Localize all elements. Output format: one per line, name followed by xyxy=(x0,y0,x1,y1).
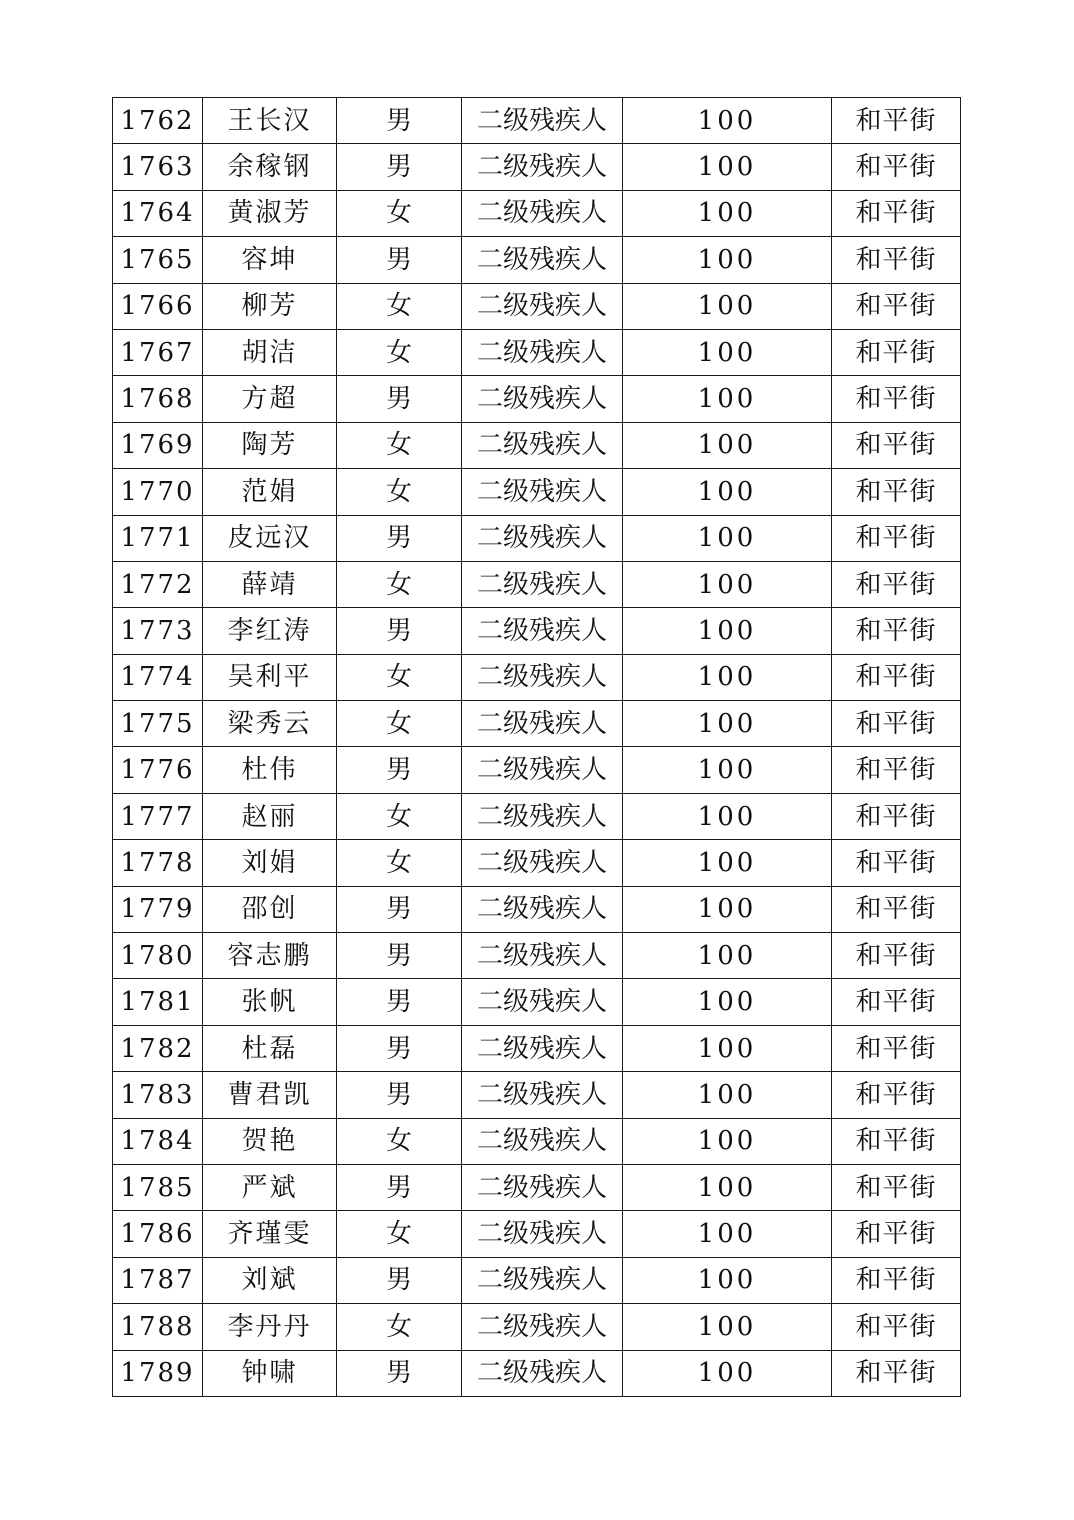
row-number-cell: 1784 xyxy=(113,1118,203,1164)
amount-cell: 100 xyxy=(623,144,832,190)
street-cell: 和平街 xyxy=(832,1350,961,1396)
name-cell: 钟啸 xyxy=(203,1350,337,1396)
disability-level-cell: 二级残疾人 xyxy=(462,840,623,886)
table-row xyxy=(113,1164,961,1210)
name-cell: 余稼钢 xyxy=(203,144,337,190)
name-cell: 方超 xyxy=(203,376,337,422)
disability-level-cell: 二级残疾人 xyxy=(462,515,623,561)
gender-cell: 女 xyxy=(337,190,462,236)
street-cell: 和平街 xyxy=(832,1072,961,1118)
amount-cell: 100 xyxy=(623,886,832,932)
row-number-cell: 1767 xyxy=(113,329,203,375)
name-cell: 黄淑芳 xyxy=(203,190,337,236)
name-cell: 容坤 xyxy=(203,237,337,283)
disability-level-cell: 二级残疾人 xyxy=(462,1350,623,1396)
street-cell: 和平街 xyxy=(832,1304,961,1350)
gender-cell: 女 xyxy=(337,469,462,515)
table-row xyxy=(113,886,961,932)
table-row xyxy=(113,654,961,700)
name-cell: 邵创 xyxy=(203,886,337,932)
street-cell: 和平街 xyxy=(832,283,961,329)
disability-level-cell: 二级残疾人 xyxy=(462,747,623,793)
row-number-cell: 1787 xyxy=(113,1257,203,1303)
amount-cell: 100 xyxy=(623,515,832,561)
gender-cell: 男 xyxy=(337,98,462,144)
roster-table-body xyxy=(113,98,961,1397)
row-number-cell: 1766 xyxy=(113,283,203,329)
amount-cell: 100 xyxy=(623,1304,832,1350)
table-row xyxy=(113,376,961,422)
table-row xyxy=(113,840,961,886)
table-row xyxy=(113,1350,961,1396)
street-cell: 和平街 xyxy=(832,422,961,468)
amount-cell: 100 xyxy=(623,654,832,700)
street-cell: 和平街 xyxy=(832,190,961,236)
gender-cell: 女 xyxy=(337,561,462,607)
amount-cell: 100 xyxy=(623,469,832,515)
gender-cell: 男 xyxy=(337,237,462,283)
gender-cell: 男 xyxy=(337,979,462,1025)
row-number-cell: 1789 xyxy=(113,1350,203,1396)
row-number-cell: 1783 xyxy=(113,1072,203,1118)
name-cell: 胡洁 xyxy=(203,329,337,375)
name-cell: 张帆 xyxy=(203,979,337,1025)
gender-cell: 男 xyxy=(337,886,462,932)
street-cell: 和平街 xyxy=(832,561,961,607)
name-cell: 李丹丹 xyxy=(203,1304,337,1350)
name-cell: 薛靖 xyxy=(203,561,337,607)
street-cell: 和平街 xyxy=(832,329,961,375)
street-cell: 和平街 xyxy=(832,1025,961,1071)
table-row xyxy=(113,561,961,607)
name-cell: 刘娟 xyxy=(203,840,337,886)
name-cell: 陶芳 xyxy=(203,422,337,468)
amount-cell: 100 xyxy=(623,1211,832,1257)
row-number-cell: 1768 xyxy=(113,376,203,422)
disability-level-cell: 二级残疾人 xyxy=(462,469,623,515)
gender-cell: 男 xyxy=(337,747,462,793)
disability-level-cell: 二级残疾人 xyxy=(462,1072,623,1118)
name-cell: 范娟 xyxy=(203,469,337,515)
table-row xyxy=(113,701,961,747)
table-row xyxy=(113,747,961,793)
gender-cell: 男 xyxy=(337,933,462,979)
gender-cell: 女 xyxy=(337,329,462,375)
gender-cell: 男 xyxy=(337,376,462,422)
table-row xyxy=(113,283,961,329)
amount-cell: 100 xyxy=(623,979,832,1025)
gender-cell: 男 xyxy=(337,608,462,654)
street-cell: 和平街 xyxy=(832,886,961,932)
street-cell: 和平街 xyxy=(832,515,961,561)
amount-cell: 100 xyxy=(623,237,832,283)
disability-level-cell: 二级残疾人 xyxy=(462,1257,623,1303)
row-number-cell: 1762 xyxy=(113,98,203,144)
amount-cell: 100 xyxy=(623,190,832,236)
name-cell: 李红涛 xyxy=(203,608,337,654)
disability-level-cell: 二级残疾人 xyxy=(462,701,623,747)
name-cell: 杜磊 xyxy=(203,1025,337,1071)
name-cell: 梁秀云 xyxy=(203,701,337,747)
gender-cell: 女 xyxy=(337,793,462,839)
amount-cell: 100 xyxy=(623,98,832,144)
amount-cell: 100 xyxy=(623,840,832,886)
row-number-cell: 1780 xyxy=(113,933,203,979)
gender-cell: 女 xyxy=(337,1118,462,1164)
gender-cell: 女 xyxy=(337,283,462,329)
gender-cell: 男 xyxy=(337,1350,462,1396)
row-number-cell: 1769 xyxy=(113,422,203,468)
street-cell: 和平街 xyxy=(832,979,961,1025)
gender-cell: 男 xyxy=(337,515,462,561)
disability-level-cell: 二级残疾人 xyxy=(462,608,623,654)
table-row xyxy=(113,329,961,375)
amount-cell: 100 xyxy=(623,1072,832,1118)
table-row xyxy=(113,608,961,654)
street-cell: 和平街 xyxy=(832,1211,961,1257)
name-cell: 严斌 xyxy=(203,1164,337,1210)
street-cell: 和平街 xyxy=(832,701,961,747)
name-cell: 刘斌 xyxy=(203,1257,337,1303)
row-number-cell: 1774 xyxy=(113,654,203,700)
amount-cell: 100 xyxy=(623,608,832,654)
table-row xyxy=(113,1257,961,1303)
street-cell: 和平街 xyxy=(832,1257,961,1303)
row-number-cell: 1785 xyxy=(113,1164,203,1210)
table-row xyxy=(113,1025,961,1071)
gender-cell: 女 xyxy=(337,654,462,700)
disability-level-cell: 二级残疾人 xyxy=(462,979,623,1025)
disability-level-cell: 二级残疾人 xyxy=(462,98,623,144)
table-row xyxy=(113,979,961,1025)
amount-cell: 100 xyxy=(623,1257,832,1303)
street-cell: 和平街 xyxy=(832,840,961,886)
amount-cell: 100 xyxy=(623,747,832,793)
gender-cell: 女 xyxy=(337,1304,462,1350)
amount-cell: 100 xyxy=(623,329,832,375)
street-cell: 和平街 xyxy=(832,654,961,700)
disability-level-cell: 二级残疾人 xyxy=(462,1211,623,1257)
row-number-cell: 1763 xyxy=(113,144,203,190)
row-number-cell: 1765 xyxy=(113,237,203,283)
amount-cell: 100 xyxy=(623,1118,832,1164)
table-row xyxy=(113,933,961,979)
street-cell: 和平街 xyxy=(832,144,961,190)
street-cell: 和平街 xyxy=(832,1164,961,1210)
amount-cell: 100 xyxy=(623,701,832,747)
table-row xyxy=(113,98,961,144)
disability-level-cell: 二级残疾人 xyxy=(462,933,623,979)
row-number-cell: 1772 xyxy=(113,561,203,607)
amount-cell: 100 xyxy=(623,793,832,839)
row-number-cell: 1764 xyxy=(113,190,203,236)
disability-level-cell: 二级残疾人 xyxy=(462,190,623,236)
street-cell: 和平街 xyxy=(832,237,961,283)
disability-level-cell: 二级残疾人 xyxy=(462,1164,623,1210)
table-row xyxy=(113,469,961,515)
amount-cell: 100 xyxy=(623,933,832,979)
amount-cell: 100 xyxy=(623,1164,832,1210)
table-row xyxy=(113,422,961,468)
disability-level-cell: 二级残疾人 xyxy=(462,237,623,283)
gender-cell: 男 xyxy=(337,1257,462,1303)
gender-cell: 男 xyxy=(337,1072,462,1118)
row-number-cell: 1779 xyxy=(113,886,203,932)
row-number-cell: 1776 xyxy=(113,747,203,793)
street-cell: 和平街 xyxy=(832,793,961,839)
table-row xyxy=(113,793,961,839)
street-cell: 和平街 xyxy=(832,608,961,654)
disability-level-cell: 二级残疾人 xyxy=(462,283,623,329)
row-number-cell: 1788 xyxy=(113,1304,203,1350)
gender-cell: 女 xyxy=(337,840,462,886)
table-row xyxy=(113,1304,961,1350)
name-cell: 杜伟 xyxy=(203,747,337,793)
name-cell: 曹君凯 xyxy=(203,1072,337,1118)
table-row xyxy=(113,237,961,283)
street-cell: 和平街 xyxy=(832,933,961,979)
amount-cell: 100 xyxy=(623,422,832,468)
street-cell: 和平街 xyxy=(832,98,961,144)
gender-cell: 男 xyxy=(337,144,462,190)
name-cell: 柳芳 xyxy=(203,283,337,329)
row-number-cell: 1782 xyxy=(113,1025,203,1071)
row-number-cell: 1775 xyxy=(113,701,203,747)
table-row xyxy=(113,515,961,561)
street-cell: 和平街 xyxy=(832,747,961,793)
table-row xyxy=(113,144,961,190)
disability-level-cell: 二级残疾人 xyxy=(462,793,623,839)
table-row xyxy=(113,1072,961,1118)
table-row xyxy=(113,1211,961,1257)
table-row xyxy=(113,1118,961,1164)
name-cell: 赵丽 xyxy=(203,793,337,839)
disability-level-cell: 二级残疾人 xyxy=(462,561,623,607)
gender-cell: 女 xyxy=(337,422,462,468)
gender-cell: 女 xyxy=(337,701,462,747)
gender-cell: 男 xyxy=(337,1164,462,1210)
street-cell: 和平街 xyxy=(832,469,961,515)
name-cell: 王长汉 xyxy=(203,98,337,144)
row-number-cell: 1773 xyxy=(113,608,203,654)
disability-level-cell: 二级残疾人 xyxy=(462,1025,623,1071)
roster-table xyxy=(112,97,961,1397)
disability-level-cell: 二级残疾人 xyxy=(462,654,623,700)
name-cell: 贺艳 xyxy=(203,1118,337,1164)
amount-cell: 100 xyxy=(623,1025,832,1071)
street-cell: 和平街 xyxy=(832,1118,961,1164)
table-row xyxy=(113,190,961,236)
name-cell: 吴利平 xyxy=(203,654,337,700)
disability-level-cell: 二级残疾人 xyxy=(462,376,623,422)
amount-cell: 100 xyxy=(623,376,832,422)
amount-cell: 100 xyxy=(623,1350,832,1396)
street-cell: 和平街 xyxy=(832,376,961,422)
disability-level-cell: 二级残疾人 xyxy=(462,1304,623,1350)
disability-level-cell: 二级残疾人 xyxy=(462,1118,623,1164)
row-number-cell: 1778 xyxy=(113,840,203,886)
row-number-cell: 1777 xyxy=(113,793,203,839)
disability-level-cell: 二级残疾人 xyxy=(462,329,623,375)
row-number-cell: 1781 xyxy=(113,979,203,1025)
disability-level-cell: 二级残疾人 xyxy=(462,144,623,190)
gender-cell: 女 xyxy=(337,1211,462,1257)
amount-cell: 100 xyxy=(623,561,832,607)
name-cell: 齐瑾雯 xyxy=(203,1211,337,1257)
row-number-cell: 1770 xyxy=(113,469,203,515)
name-cell: 容志鹏 xyxy=(203,933,337,979)
disability-level-cell: 二级残疾人 xyxy=(462,886,623,932)
amount-cell: 100 xyxy=(623,283,832,329)
row-number-cell: 1771 xyxy=(113,515,203,561)
row-number-cell: 1786 xyxy=(113,1211,203,1257)
disability-level-cell: 二级残疾人 xyxy=(462,422,623,468)
name-cell: 皮远汉 xyxy=(203,515,337,561)
gender-cell: 男 xyxy=(337,1025,462,1071)
